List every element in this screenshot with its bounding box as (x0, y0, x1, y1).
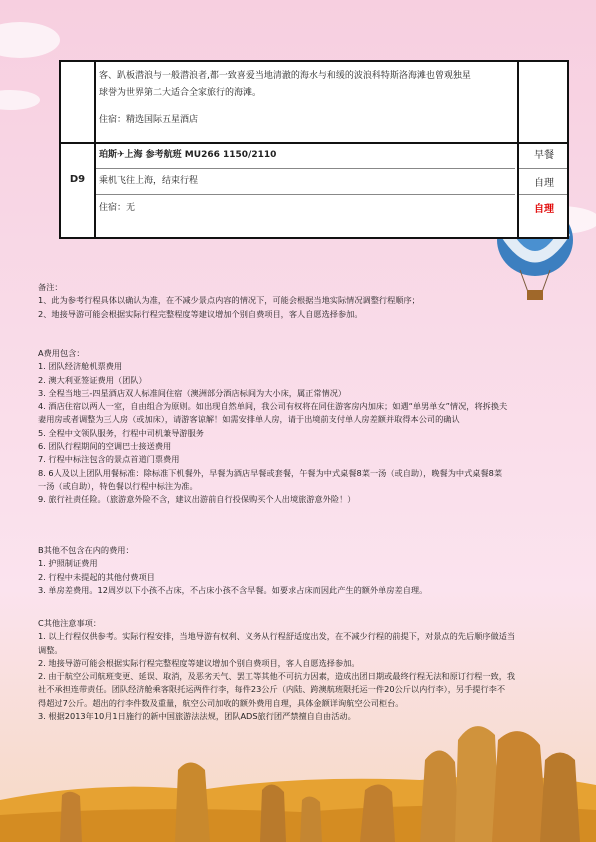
list-item: 一汤（或自助），特色餐以行程中标注为准。 (38, 480, 198, 491)
list-item: 2. 行程中未提起的其他付费项目 (38, 571, 155, 582)
notices-section (38, 617, 515, 723)
list-item: 2. 地接导游可能会根据实际行程完整程度等建议增加个别自费项目，客人自愿选择参加。 (38, 657, 360, 668)
section-title: A费用包含： (38, 348, 85, 358)
hotel-info: 住宿：无 (99, 203, 136, 213)
cell-divider (96, 194, 515, 195)
day-description-line: 客、趴板潜浪与一般潜浪者,都一致喜爱当地清澈的海水与和缓的波浪科特斯洛海滩也曾观独星 (99, 71, 471, 81)
list-item: 1. 团队经济舱机票费用 (38, 361, 123, 372)
section-title: B其他不包含在内的费用： (38, 545, 134, 555)
list-item: 调整。 (38, 644, 63, 655)
list-item: 3. 根据2013年10月1日施行的新中国旅游法法规，团队ADS旅行团严禁擅自自由活动。 (38, 711, 356, 722)
list-item: 妻用房或者调整为三人房（或加床），请游客谅解！如需安排单人房，请于出境前支付单人房差额并取得本公司的确认 (38, 414, 460, 425)
list-item: 2. 澳大利亚签证费用（团队） (38, 374, 147, 385)
section-title: C其他注意事项： (38, 618, 102, 628)
list-item: 1. 护照制证费用 (38, 558, 98, 569)
meal-dinner: 自理 (534, 204, 554, 215)
list-item: 4. 酒店住宿以两人一室，自由组合为原则。如出现自然单间，我公司有权将在同住游客房内加床；如遇“单男单女”情况，将拆换夫 (38, 401, 508, 412)
section-title: 备注： (38, 282, 63, 292)
fee-excluded-section (38, 544, 427, 597)
list-item: 9. 旅行社责任险。（旅游意外险不含，建议出游前自行投保购买个人出境旅游意外险！） (38, 494, 356, 505)
list-item: 3. 单房差费用。12周岁以下小孩不占床，不占床小孩不含早餐。如要求占床而因此产生的额外单房差自理。 (38, 584, 428, 595)
list-item: 1. 以上行程仅供参考。实际行程安排，当地导游有权利、义务从行程舒适度出发，在不减少行程的前提下，对景点的先后顺序做适当 (38, 631, 516, 642)
remarks-section (38, 281, 420, 321)
list-item: 7. 行程中标注包含的景点首道门票费用 (38, 454, 180, 465)
meal-breakfast: 早餐 (534, 150, 554, 161)
list-item: 3. 全程当地三-四星酒店双人标准间住宿（澳洲部分酒店标间为大小床，属正常情况） (38, 387, 347, 398)
list-item: 社不承担连带责任。团队经济舱乘客限托运两件行李，每件23公斤（内陆、跨澳航班限托运一件20公斤以内行李），另手提行李不 (38, 684, 506, 695)
itinerary-table (59, 60, 569, 239)
hotel-info: 住宿：精选国际五星酒店 (99, 115, 199, 125)
list-item: 2. 由于航空公司航班变更、延误、取消，及恶劣天气、罢工等其他不可抗力因素，造成出团日期或最终行程无法和原订行程一致，我 (38, 671, 516, 682)
row-divider (61, 142, 567, 144)
day-number: D9 (69, 174, 86, 185)
list-item: 8. 6人及以上团队用餐标准：除标准下机餐外，早餐为酒店早餐或套餐，午餐为中式桌餐8菜一汤（或自助），晚餐为中式桌餐8菜 (38, 467, 503, 478)
remark-item: 1、此为参考行程具体以确认为准，在不减少景点内容的情况下，可能会根据当地实际情况调整行程顺序； (38, 295, 420, 306)
cell-divider (96, 168, 515, 169)
list-item: 6. 团队行程期间的空调巴士接送费用 (38, 441, 172, 452)
fee-included-section (38, 347, 507, 507)
table-divider (94, 62, 96, 237)
route-info: 乘机飞往上海，结束行程 (99, 176, 199, 186)
list-item: 得超过7公斤。超出的行李件数及重量，航空公司加收的额外费用自理，具体金额详询航空公司柜台。 (38, 697, 404, 708)
cell-divider (519, 168, 567, 169)
list-item: 5. 全程中文领队服务，行程中司机兼导游服务 (38, 427, 204, 438)
cell-divider (519, 194, 567, 195)
meal-lunch: 自理 (534, 178, 554, 189)
remark-item: 2、地接导游可能会根据实际行程完整程度等建议增加个别自费项目，客人自愿选择参加。 (38, 308, 363, 319)
flight-info: 珀斯✈上海 参考航班 MU266 1150/2110 (99, 150, 277, 160)
day-description-line: 球誉为世界第二大适合全家旅行的海滩。 (99, 88, 262, 98)
